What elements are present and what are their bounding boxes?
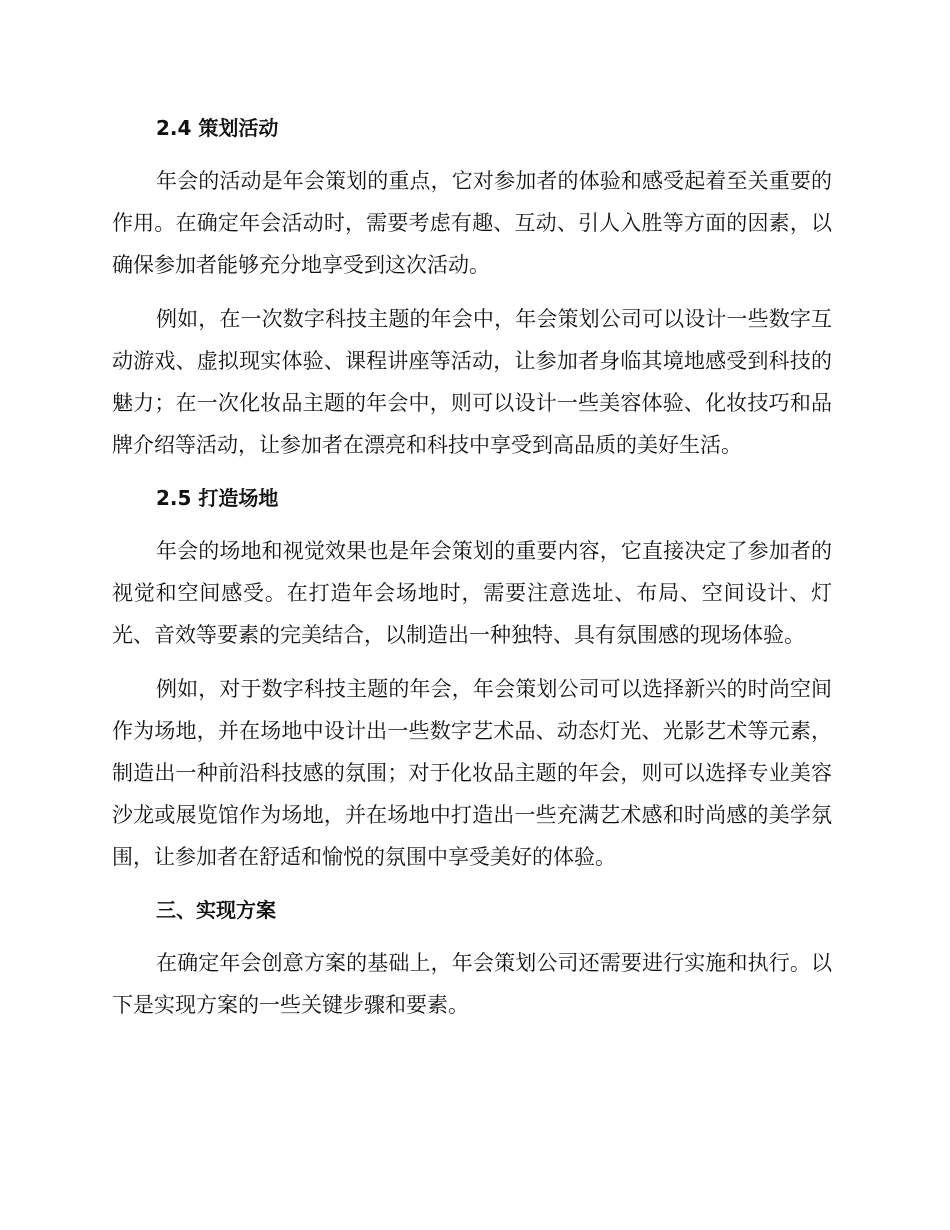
paragraph-venue-example: 例如，对于数字科技主题的年会，年会策划公司可以选择新兴的时尚空间作为场地，并在场地中设计出一些数字艺术品、动态灯光、光影艺术等元素，制造出一种前沿科技感的氛围；对于化妆品主题的年会，则可以选择专业美容沙龙或展览馆作为场地，并在场地中打造出一些充满艺术感和时尚感的美学氛围，让参加者在舒适和愉悦的氛围中享受美好的体验。 [112, 677, 832, 869]
paragraph-implementation-intro: 在确定年会创意方案的基础上，年会策划公司还需要进行实施和执行。以下是实现方案的一些关键步骤和要素。 [112, 951, 832, 1017]
paragraph-venue-intro: 年会的场地和视觉效果也是年会策划的重要内容，它直接决定了参加者的视觉和空间感受。在打造年会场地时，需要注意选址、布局、空间设计、灯光、音效等要素的完美结合，以制造出一种独特、具有氛围感的现场体验。 [112, 539, 832, 647]
section-heading-2-4: 2.4 策划活动 [156, 116, 279, 140]
paragraph-activity-intro: 年会的活动是年会策划的重点，它对参加者的体验和感受起着至关重要的作用。在确定年会活动时，需要考虑有趣、互动、引人入胜等方面的因素，以确保参加者能够充分地享受到这次活动。 [112, 169, 832, 277]
section-heading-2-5: 2.5 打造场地 [156, 486, 279, 510]
section-heading-3: 三、实现方案 [156, 898, 276, 922]
paragraph-activity-example: 例如，在一次数字科技主题的年会中，年会策划公司可以设计一些数字互动游戏、虚拟现实体验、课程讲座等活动，让参加者身临其境地感受到科技的魅力；在一次化妆品主题的年会中，则可以设计一些美容体验、化妆技巧和品牌介绍等活动，让参加者在漂亮和科技中享受到高品质的美好生活。 [112, 307, 832, 457]
document-body [112, 108, 832, 1038]
